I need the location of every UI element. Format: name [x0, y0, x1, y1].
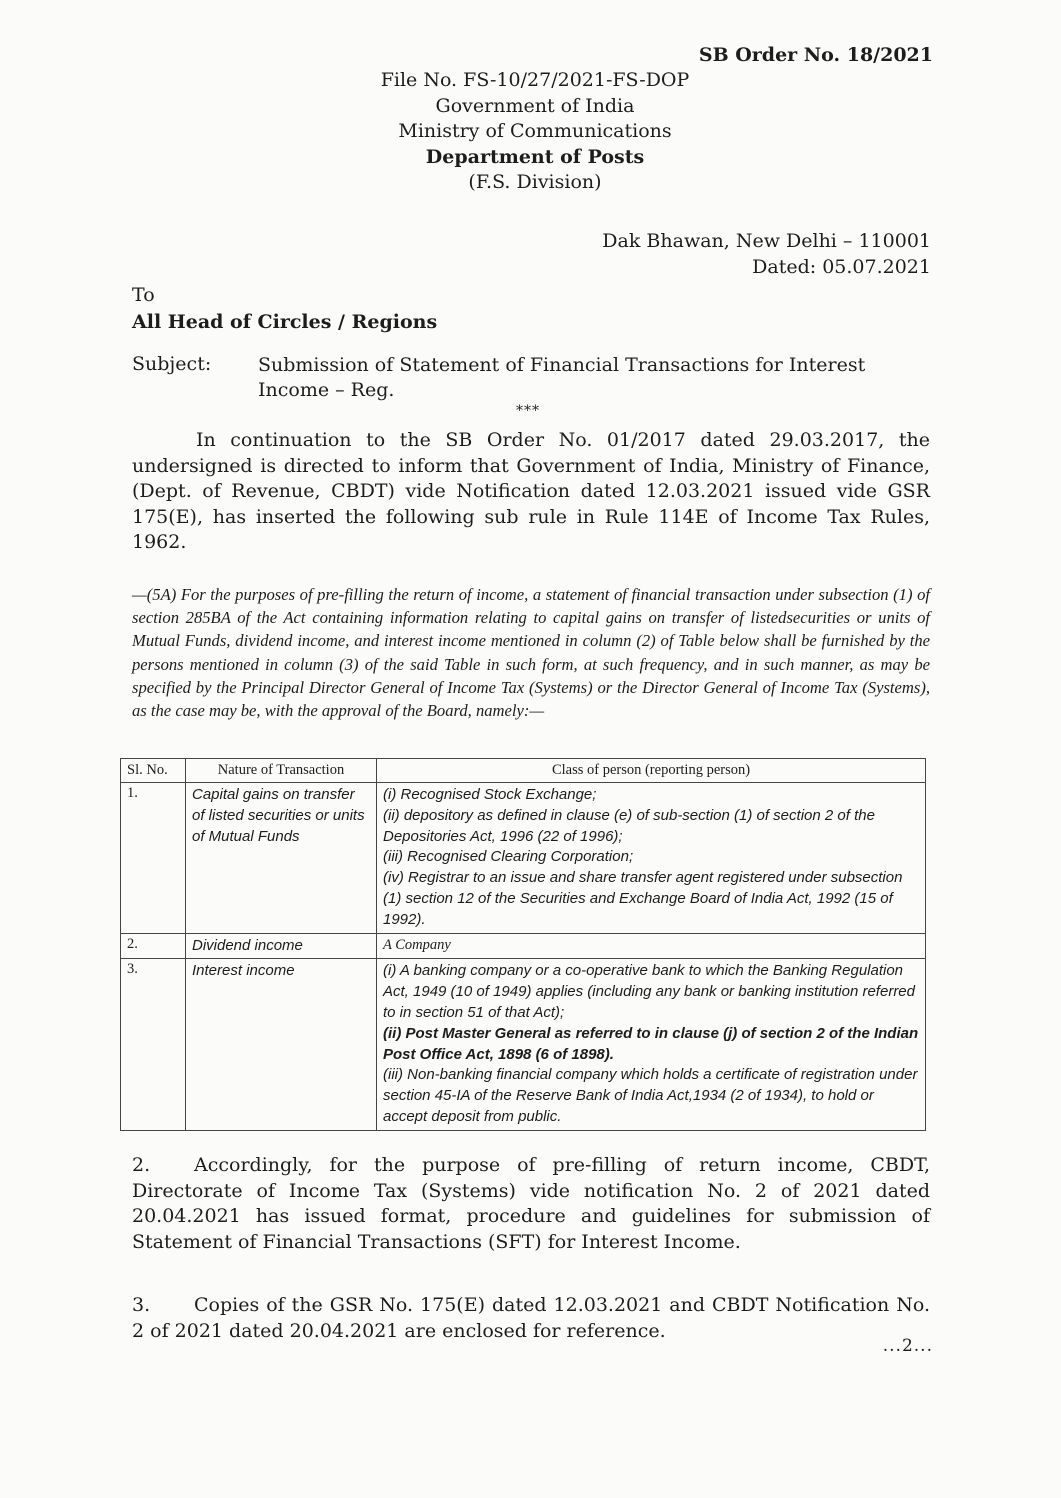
place-date-block [602, 228, 931, 280]
paragraph-3 [132, 1293, 930, 1344]
addressee-block [132, 282, 437, 336]
table-row [121, 933, 926, 959]
paragraph-2 [132, 1153, 930, 1255]
row-persons [377, 933, 926, 959]
paragraph-2-number: 2. [132, 1154, 151, 1176]
table-row [121, 783, 926, 934]
person-item: (i) Recognised Stock Exchange; [383, 786, 597, 803]
row-persons [377, 783, 926, 934]
person-item: (iv) Registrar to an issue and share transfer agent registered under subsection (1) section 12 of the Securities and Exchange Board of India Act, 1992 (15 of 1992). [383, 869, 903, 928]
row-sl: 3. [121, 959, 186, 1130]
person-item-highlighted: (ii) Post Master General as referred to in clause (j) of section 2 of the Indian Post Office Act, 1898 (6 of 1898). [383, 1024, 919, 1063]
paragraph-2-text: Accordingly, for the purpose of pre-filling of return income, CBDT, Directorate of Income Tax (Systems) vide notification No. 2 of 2021 dated 20.04.2021 has issued format, procedure and guidelines for submission of Statement of Financial Transactions (SFT) for Interest Income. [132, 1154, 930, 1253]
person-item: (ii) depository as defined in clause (e) of sub-section (1) of section 2 of the Depositories Act, 1996 (22 of 1996); [383, 806, 875, 845]
row-nature: Interest income [186, 959, 377, 1130]
person-item: (iii) Recognised Clearing Corporation; [383, 848, 634, 866]
row-sl: 2. [121, 933, 186, 959]
header-sl-no: Sl. No. [121, 759, 186, 783]
separator-stars: *** [516, 403, 540, 419]
division-line: (F.S. Division) [468, 171, 602, 193]
paragraph-3-number: 3. [132, 1294, 151, 1316]
transactions-table [120, 758, 926, 1131]
ministry-line: Ministry of Communications [398, 120, 672, 142]
row-nature: Capital gains on transfer of listed securities or units of Mutual Funds [186, 783, 377, 934]
subject-label: Subject: [132, 353, 212, 375]
person-item: A Company [383, 936, 451, 953]
subject-text: Submission of Statement of Financial Transactions for Interest Income – Reg. [258, 354, 866, 401]
place-line: Dak Bhawan, New Delhi – 110001 [602, 230, 931, 252]
file-number: File No. FS-10/27/2021-FS-DOP [380, 69, 690, 91]
paragraph-3-text: Copies of the GSR No. 175(E) dated 12.03.2021 and CBDT Notification No. 2 of 2021 dated 20.04.2021 are enclosed for reference. [132, 1294, 930, 1342]
order-reference: SB Order No. 18/2021 [698, 44, 933, 66]
row-sl: 1. [121, 783, 186, 934]
to-label: To [132, 284, 155, 306]
person-item: (i) A banking company or a co-operative bank to which the Banking Regulation Act, 1949 (10 of 1949) applies (including any bank or banking institution referred to in section 51 of that Act); [383, 962, 915, 1021]
row-nature: Dividend income [186, 933, 377, 959]
person-item: (iii) Non-banking financial company which holds a certificate of registration under section 45-IA of the Reserve Bank of India Act,1934 (2 of 1934), to hold or accept deposit from public. [383, 1066, 918, 1125]
header-class-of-person: Class of person (reporting person) [377, 759, 926, 783]
rule-quote: —(5A) For the purposes of pre-filling the return of income, a statement of financial transaction under subsection (1) of section 285BA of the Act containing information relating to capital gains on transfer of listedsecurities or units of Mutual Funds, dividend income, and interest income mentioned in column (2) of Table below shall be furnished by the persons mentioned in column (3) of the said Table in such form, at such frequency, and in such manner, as may be specified by the Principal Director General of Income Tax (Systems) or the Director General of Income Tax (Systems), as the case may be, with the approval of the Board, namely:— [132, 585, 930, 721]
row-persons [377, 959, 926, 1130]
page-continuation: ...2... [882, 1336, 933, 1356]
government-line: Government of India [435, 94, 635, 117]
department-line: Department of Posts [425, 145, 645, 168]
recipient: All Head of Circles / Regions [132, 311, 438, 333]
paragraph-1: In continuation to the SB Order No. 01/2017 dated 29.03.2017, the undersigned is directed to inform that Government of India, Ministry of Finance, (Dept. of Revenue, CBDT) vide Notification dated 12.03.2021 issued vide GSR 175(E), has inserted the following sub rule in Rule 114E of Income Tax Rules, 1962. [132, 429, 930, 553]
date-line: Dated: 05.07.2021 [752, 256, 931, 278]
table-row [121, 959, 926, 1130]
header-nature: Nature of Transaction [186, 759, 377, 783]
table-header-row [121, 759, 926, 783]
letter-header [300, 68, 770, 196]
